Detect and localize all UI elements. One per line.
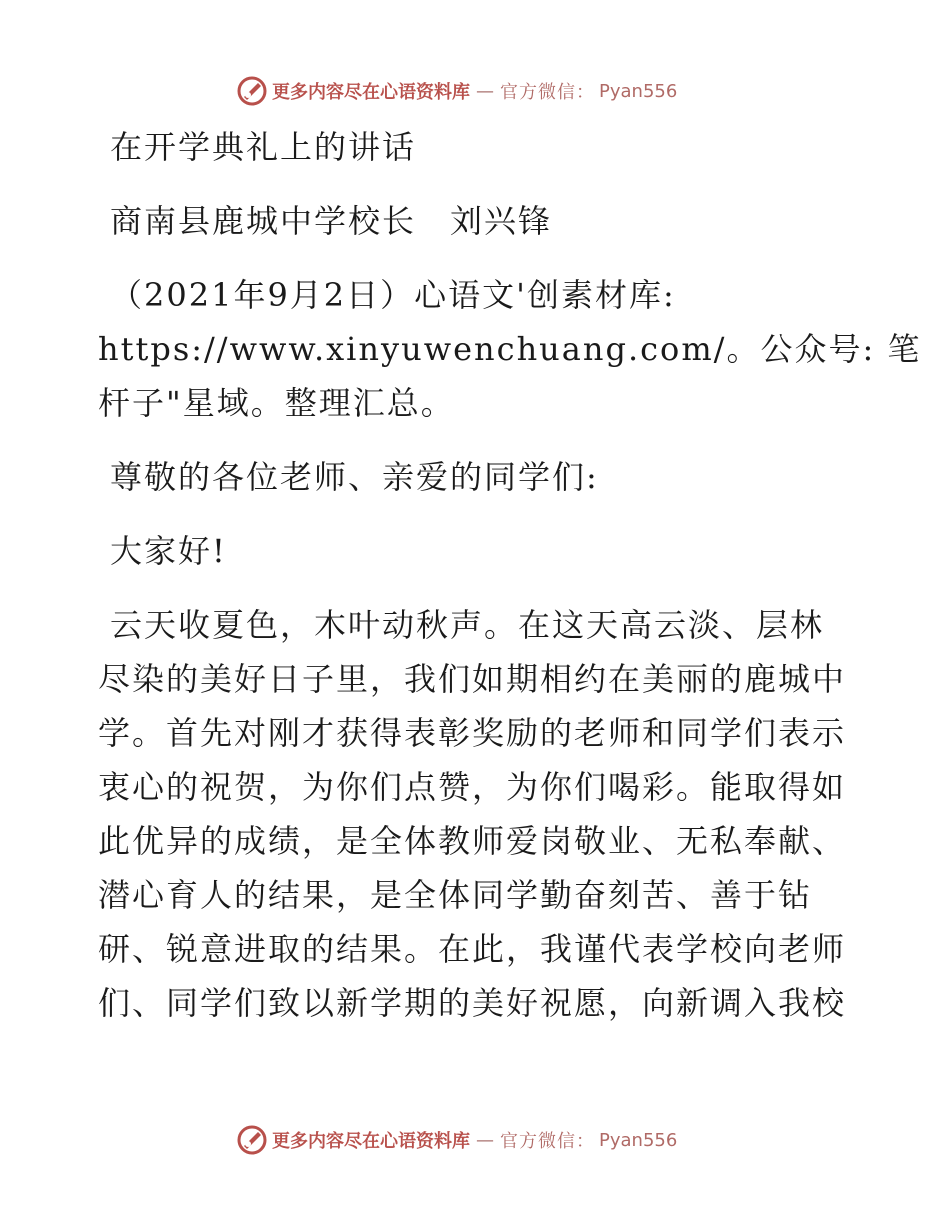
doc-author: 商南县鹿城中学校长 刘兴锋 [110,202,553,240]
logo-icon [236,75,268,107]
paragraph-line: 研、锐意进取的结果。在此，我谨代表学校向老师 [98,930,847,968]
logo-icon [236,1124,268,1156]
doc-salutation: 尊敬的各位老师、亲爱的同学们: [110,458,599,496]
doc-date-line: 杆子"星域。整理汇总。 [98,384,455,422]
paragraph-line: 们、同学们致以新学期的美好祝愿，向新调入我校 [98,984,847,1022]
doc-date-line: （2021年9月2日）心语文'创素材库: [110,276,676,314]
paragraph-line: 潜心育人的结果，是全体同学勤奋刻苦、善于钻 [98,876,813,914]
doc-title: 在开学典礼上的讲话 [110,128,417,166]
paragraph-line: 此优异的成绩，是全体教师爱岗敬业、无私奉献、 [98,822,847,860]
watermark-wechat-id: Pyan556 [599,1129,678,1151]
watermark-separator: — [476,80,494,102]
document-body [98,120,922,1030]
watermark-separator: — [476,1129,494,1151]
paragraph-line: 学。首先对刚才获得表彰奖励的老师和同学们表示 [98,714,847,752]
watermark-main-text: 更多内容尽在心语资料库 [272,1131,470,1152]
watermark-sub-text: 官方微信： [500,1131,595,1152]
doc-date-line: https://www.xinyuwenchuang.com/。公众号: 笔 [98,330,922,368]
paragraph-line: 云天收夏色，木叶动秋声。在这天高云淡、层林 [110,606,825,644]
paragraph-line: 尽染的美好日子里，我们如期相约在美丽的鹿城中 [98,660,847,698]
watermark-wechat-id: Pyan556 [599,80,678,102]
paragraph-line: 衷心的祝贺，为你们点赞，为你们喝彩。能取得如 [98,768,847,806]
doc-greeting: 大家好! [110,532,227,570]
watermark-main-text: 更多内容尽在心语资料库 [272,82,470,103]
watermark-footer [236,1123,677,1157]
watermark-sub-text: 官方微信： [500,82,595,103]
watermark-header [236,74,677,108]
